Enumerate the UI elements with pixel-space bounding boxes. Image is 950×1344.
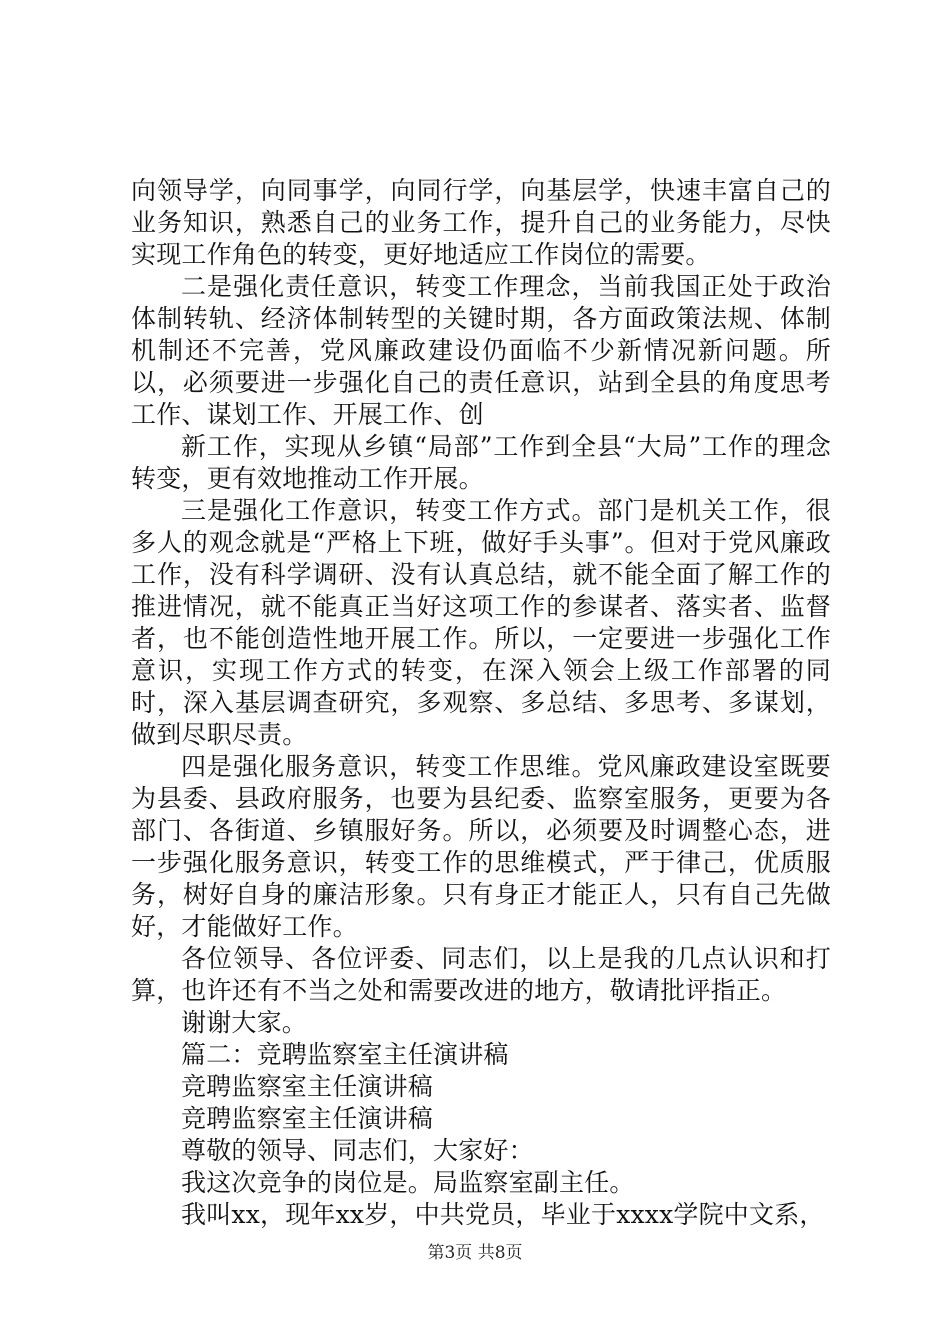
paragraph: 三是强化工作意识，转变工作方式。部门是机关工作，很多人的观念就是“严格上下班，做好手头事”。但对于党风廉政工作，没有科学调研、没有认真总结，就不能全面了解工作的推进情况，就不能真正当好这项工作的参谋者、落实者、监督者，也不能创造性地开展工作。所以，一定要进一步强化工作意识，实现工作方式的转变，在深入领会上级工作部署的同时，深入基层调查研究，多观察、多总结、多思考、多谋划，做到尽职尽责。 — [131, 496, 831, 749]
section-heading: 篇二：竞聘监察室主任演讲稿 — [181, 1040, 509, 1069]
paragraph: 二是强化责任意识，转变工作理念，当前我国正处于政治体制转轨、经济体制转型的关键时期，各方面政策法规、体制机制还不完善，党风廉政建设仍面临不少新情况新问题。所以，必须要进一步强化自己的责任意识，站到全县的角度思考工作、谋划工作、开展工作、创 — [131, 272, 831, 429]
paragraph: 我这次竞争的岗位是。局监察室副主任。 — [181, 1168, 635, 1197]
paragraph: 我叫xx，现年xx岁，中共党员，毕业于xxxx学院中文系， — [181, 1200, 825, 1229]
paragraph: 四是强化服务意识，转变工作思维。党风廉政建设室既要为县委、县政府服务，也要为县纪委、监察室服务，更要为各部门、各街道、乡镇服好务。所以，必须要及时调整心态，进一步强化服务意识，转变工作的思维模式，严于律己，优质服务，树好自身的廉洁形象。只有身正才能正人，只有自己先做好，才能做好工作。 — [131, 752, 831, 941]
paragraph: 谢谢大家。 — [181, 1008, 308, 1037]
document-title: 竞聘监察室主任演讲稿 — [181, 1104, 434, 1133]
document-title: 竞聘监察室主任演讲稿 — [181, 1072, 434, 1101]
paragraph: 新工作，实现从乡镇“局部”工作到全县“大局”工作的理念转变，更有效地推动工作开展。 — [131, 432, 831, 493]
paragraph: 向领导学，向同事学，向同行学，向基层学，快速丰富自己的业务知识，熟悉自己的业务工作，提升自己的业务能力，尽快实现工作角色的转变，更好地适应工作岗位的需要。 — [131, 176, 831, 269]
paragraph: 各位领导、各位评委、同志们，以上是我的几点认识和打算，也许还有不当之处和需要改进的地方，敬请批评指正。 — [131, 944, 831, 1005]
salutation: 尊敬的领导、同志们，大家好： — [181, 1136, 534, 1165]
document-body — [131, 175, 831, 1231]
page-number-footer: 第3页 共8页 — [427, 1243, 523, 1263]
